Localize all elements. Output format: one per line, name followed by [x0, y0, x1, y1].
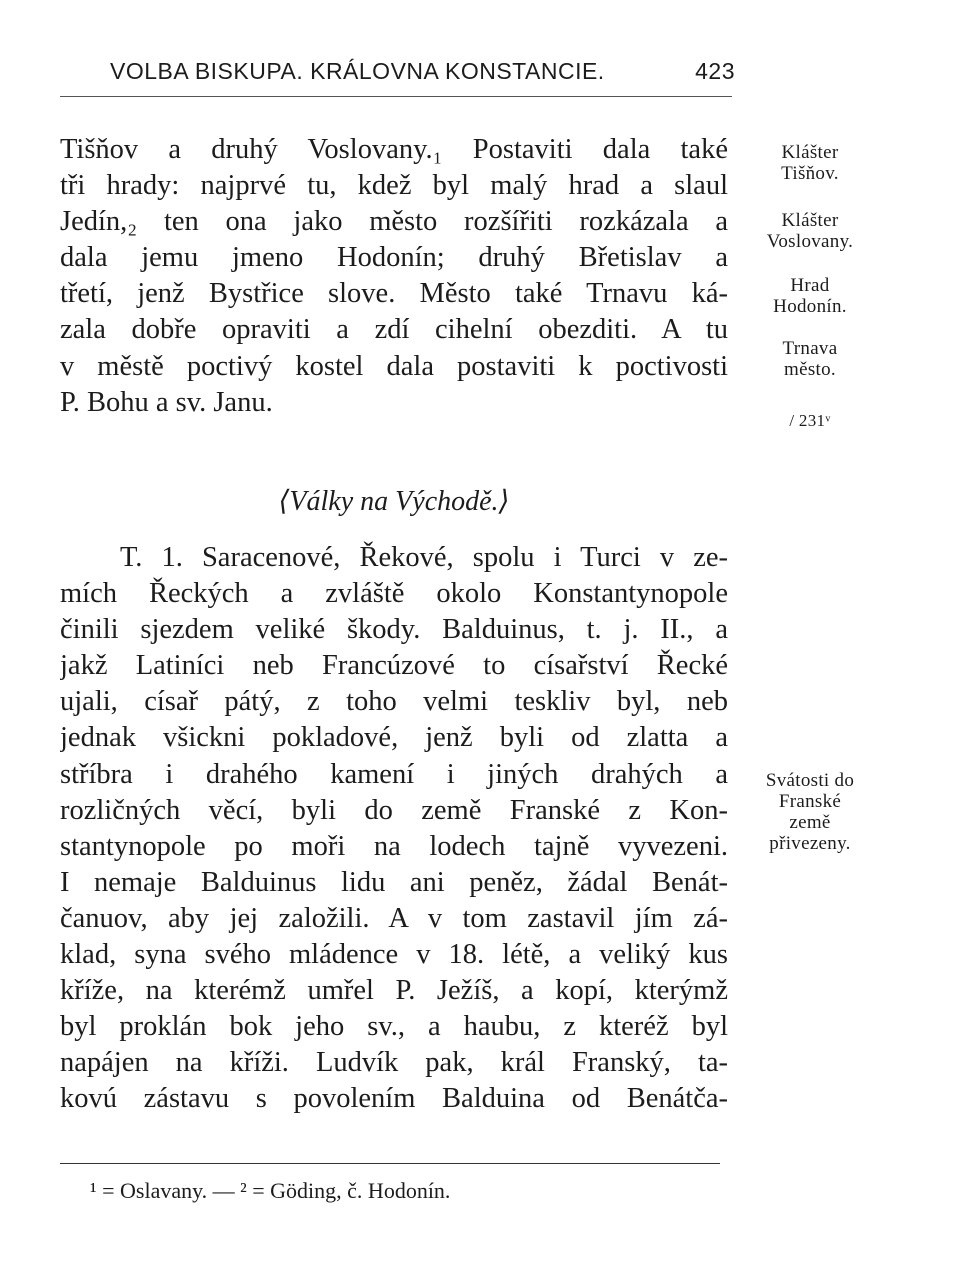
folio-reference-text: / 231ᵛ	[789, 411, 831, 430]
margin-note-line: Klášter	[781, 142, 839, 163]
margin-note-line: země	[789, 812, 831, 833]
margin-note-line: Hrad	[790, 275, 830, 296]
margin-note-line: přivezeny.	[769, 833, 851, 854]
text-line: tři hrady: najprvé tu, kdež byl malý hrad a slaul	[60, 170, 728, 202]
running-head-title: VOLBA BISKUPA. KRÁLOVNA KONSTANCIE.	[110, 58, 605, 84]
text-line: jednak všickni pokladové, jenž byli od zlatta a	[60, 722, 728, 754]
text-line: klad, syna svého mládence v 18. létě, a veliký kus	[60, 939, 728, 971]
text-line: činili sjezdem veliké škody. Balduinus, t. j. II., a	[60, 614, 728, 646]
margin-note-line: město.	[784, 359, 836, 380]
margin-note-line: Franské	[778, 791, 842, 812]
text-line: zala dobře opraviti a zdí cihelní obezditi. A tu	[60, 314, 728, 346]
text-line: napájen na kříži. Ludvík pak, král Franský, ta-	[60, 1047, 728, 1079]
header-rule	[60, 96, 732, 97]
text-line: stříbra i drahého kamení i jiných drahých a	[60, 758, 728, 790]
margin-note-line: Tišňov.	[781, 163, 839, 184]
text-line: kovú zástavu s povolením Balduina od Benátča-	[60, 1083, 728, 1115]
text-line: byl proklán bok jeho sv., a haubu, z kteréž byl	[60, 1011, 728, 1043]
text-line: dala jemu jmeno Hodonín; druhý Břetislav a	[60, 242, 728, 274]
text-line: rozličných věcí, byli do země Franské z Kon-	[60, 794, 728, 826]
footnote: ¹ = Oslavany. — ² = Göding, č. Hodonín.	[90, 1178, 451, 1203]
text-line: kříže, na kterémž umřel P. Ježíš, a kopí, kterýmž	[60, 975, 728, 1007]
margin-note-klaster-tisnov	[740, 142, 880, 184]
footnote-rule	[60, 1163, 720, 1164]
margin-note-svatosti	[740, 770, 880, 854]
text-line: čanuov, aby jej založili. A v tom zastavil jím zá-	[60, 902, 728, 934]
text-line: ujali, císař pátý, z toho velmi teskliv byl, neb	[60, 686, 728, 718]
margin-note-line: Trnava	[782, 338, 838, 359]
text-line: T. 1. Saracenové, Řekové, spolu i Turci v ze-	[120, 542, 728, 573]
margin-note-trnava-mesto	[740, 338, 880, 380]
margin-note-hrad-hodonin	[740, 275, 880, 317]
paragraph-1	[60, 132, 728, 421]
paragraph-2	[60, 540, 728, 1118]
page-number: 423	[695, 58, 735, 84]
margin-note-line: Voslovany.	[766, 231, 854, 252]
text-line: stantynopole po moři na lodech tajně vyvezeni.	[60, 830, 728, 862]
text-line: v městě poctivý kostel dala postaviti k poctivosti	[60, 350, 728, 382]
text-line: I nemaje Balduinus lidu ani peněz, žádal Benát-	[60, 866, 728, 898]
text-line: jakž Latiníci neb Francúzové to císařství Řecké	[60, 650, 728, 682]
margin-note-line: Hodonín.	[773, 296, 847, 317]
margin-note-klaster-voslovany	[740, 210, 880, 252]
section-heading: ⟨Války na Východě.⟩	[278, 486, 510, 517]
folio-reference	[740, 410, 880, 431]
margin-note-line: Svátosti do	[765, 770, 855, 791]
text-line: Jedín,₂ ten ona jako město rozšířiti rozkázala a	[60, 206, 728, 238]
text-line: Tišňov a druhý Voslovany.₁ Postaviti dala také	[60, 134, 728, 165]
text-line: třetí, jenž Bystřice slove. Město také Trnavu ká-	[60, 278, 728, 310]
margin-note-line: Klášter	[781, 210, 839, 231]
text-line: mích Řeckých a zvláště okolo Konstantynopole	[60, 578, 728, 610]
text-line: P. Bohu a sv. Janu.	[60, 386, 273, 418]
